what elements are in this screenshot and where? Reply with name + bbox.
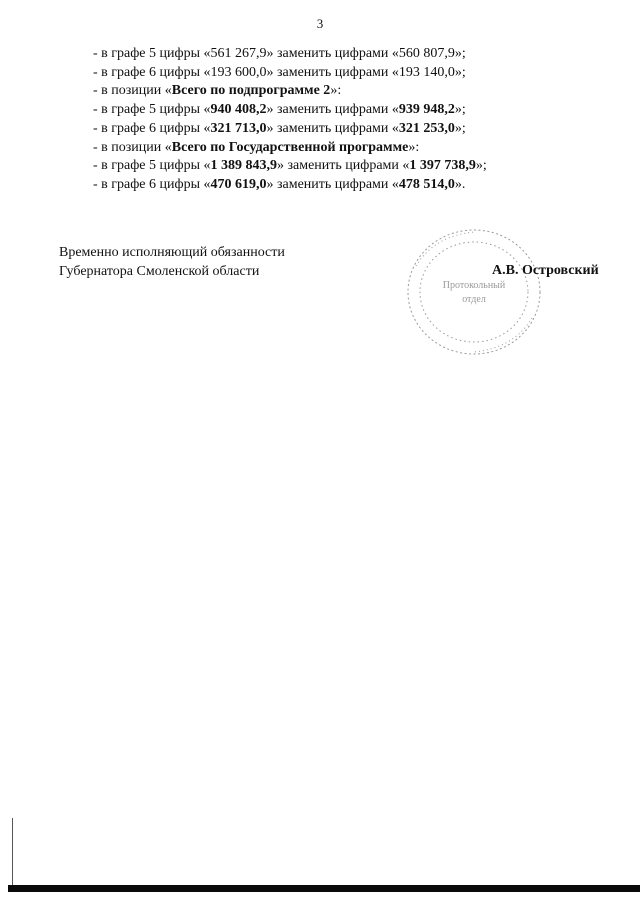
amendment-text: - в графе 6 цифры « (93, 176, 211, 192)
bottom-scan-bar (8, 885, 640, 892)
stamp-text-line-2: отдел (462, 294, 486, 305)
amendment-text: ». (454, 176, 466, 192)
amendment-text: - в графе 6 цифры « (93, 120, 211, 136)
amendment-value-bold: 939 948,2 (398, 102, 455, 118)
amendment-line (93, 139, 613, 158)
amendment-value-bold: 470 619,0 (210, 176, 267, 192)
amendment-value-bold: 1 397 738,9 (409, 158, 476, 174)
left-margin-line (12, 818, 13, 886)
amendment-text: - в графе 5 цифры « (93, 158, 211, 174)
amendment-line (93, 157, 613, 176)
amendment-line (93, 64, 613, 83)
signatory-name: А.В. Островский (492, 263, 599, 278)
amendment-text: » заменить цифрами « (266, 102, 399, 118)
amendment-value-bold: 940 408,2 (210, 102, 267, 118)
amendment-value-bold: 1 389 843,9 (210, 158, 277, 174)
official-seal-icon (404, 226, 544, 358)
amendment-line (93, 120, 613, 139)
amendment-text: »: (408, 139, 420, 155)
amendment-text: » заменить цифрами « (276, 158, 410, 174)
amendment-text: »; (475, 158, 487, 174)
amendment-text: - в графе 5 цифры « (93, 102, 211, 118)
amendment-text: » заменить цифрами « (266, 120, 399, 136)
amendment-line (93, 176, 613, 195)
stamp-text-line-1: Протокольный (442, 280, 506, 291)
page-number: 3 (316, 16, 324, 31)
amendment-value-bold: 321 713,0 (210, 120, 267, 136)
amendment-text: »: (330, 83, 342, 99)
signature-position (59, 244, 285, 281)
amendment-line (93, 101, 613, 120)
amendments-list (93, 45, 613, 195)
amendment-text: - в позиции « (93, 83, 172, 99)
amendment-text: » заменить цифрами « (266, 176, 399, 192)
amendment-value-bold: 321 253,0 (398, 120, 455, 136)
amendment-value-bold: Всего по подпрограмме 2 (171, 83, 331, 99)
amendment-value-bold: Всего по Государственной программе (171, 139, 409, 155)
amendment-text: - в позиции « (93, 139, 172, 155)
amendment-text: »; (454, 102, 466, 118)
signature-position-line-1: Временно исполняющий обязанности (59, 245, 285, 260)
amendment-line (93, 45, 613, 64)
amendment-text: - в графе 5 цифры «561 267,9» заменить цифрами «560 807,9»; (93, 46, 466, 61)
amendment-line (93, 82, 613, 101)
amendment-text: - в графе 6 цифры «193 600,0» заменить цифрами «193 140,0»; (93, 64, 466, 80)
signature-position-line-2: Губернатора Смоленской области (59, 263, 260, 279)
amendment-text: »; (454, 120, 466, 136)
amendment-value-bold: 478 514,0 (398, 176, 455, 192)
